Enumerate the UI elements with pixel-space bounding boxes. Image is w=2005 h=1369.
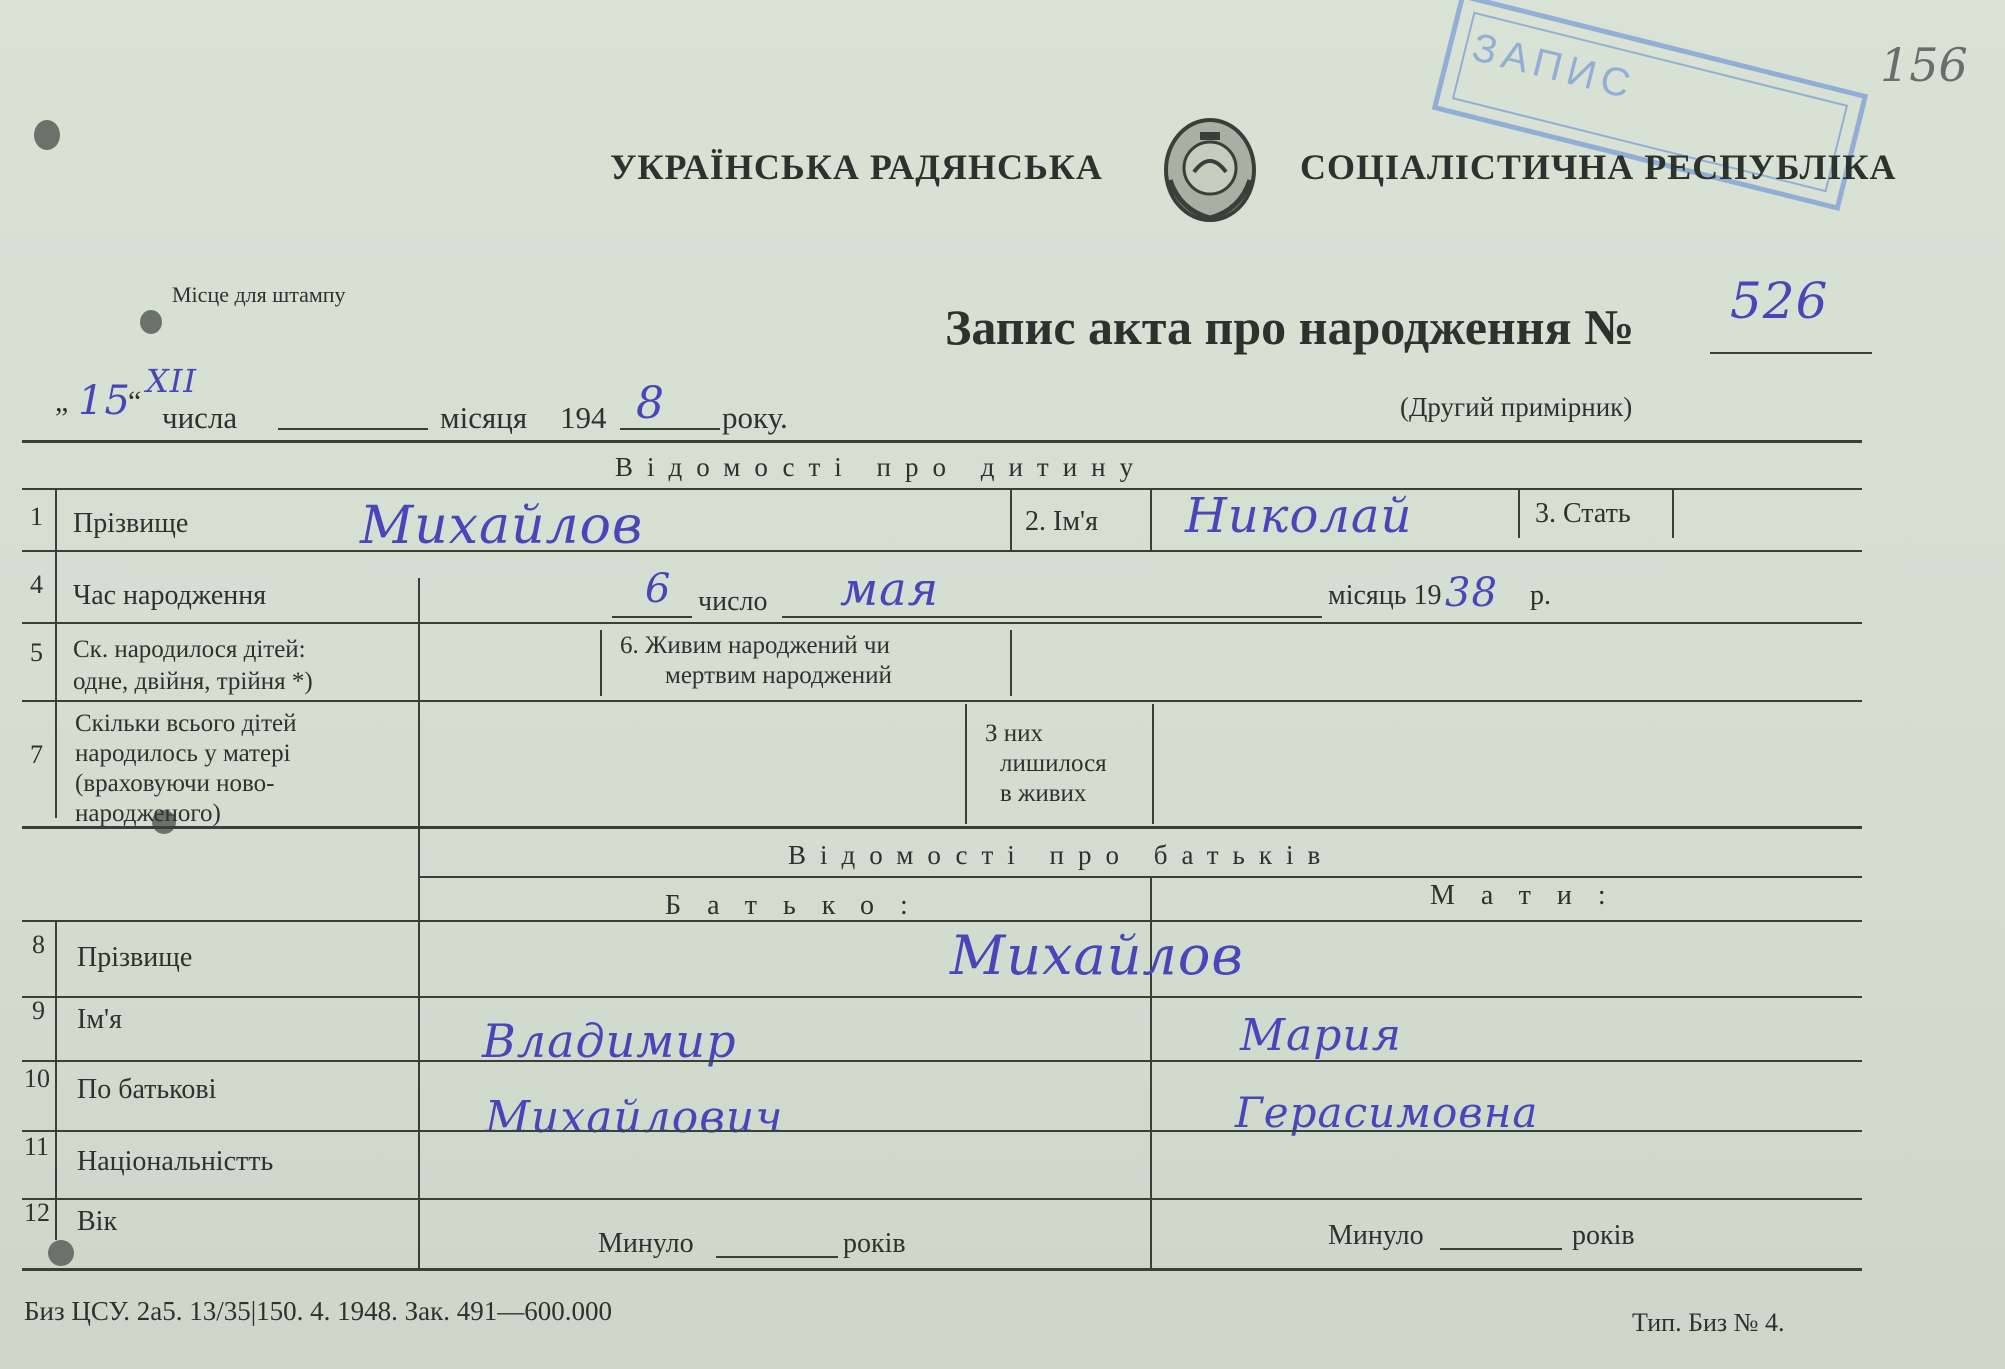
punch-hole	[48, 1240, 74, 1266]
row-number: 1	[30, 502, 43, 531]
parent-patronymic-label: По батькові	[77, 1074, 217, 1105]
date-quote-close: “	[128, 385, 142, 418]
birth-month-value: мая	[840, 562, 940, 616]
child-name-value: Николай	[1185, 488, 1413, 544]
births-count-label-1: Ск. народилося дітей:	[73, 636, 306, 663]
total-children-label-4: народженого)	[75, 800, 221, 827]
father-column-label: Батько:	[665, 890, 934, 921]
father-name-value: Владимир	[482, 1014, 737, 1068]
row-number: 9	[32, 996, 45, 1025]
birth-month-label: місяць 19	[1328, 580, 1442, 611]
document-title: Запис акта про народження №	[945, 299, 1635, 355]
parent-surname-value: Михайлов	[950, 924, 1244, 987]
day-label: числа	[162, 400, 238, 435]
birth-day-value: 6	[645, 566, 672, 612]
child-surname-label: Прізвище	[73, 508, 189, 539]
stamp-text: ЗАПИС	[1467, 25, 1641, 109]
total-children-label-1: Скільки всього дітей	[75, 710, 297, 737]
punch-hole	[34, 120, 60, 150]
father-patronymic-value: Михайлович	[485, 1092, 784, 1143]
row-number: 7	[30, 740, 43, 769]
year-label: року.	[722, 400, 788, 435]
live-birth-label-1: 6. Живим народжений чи	[620, 632, 890, 659]
parent-nationality-label: Національністть	[77, 1146, 274, 1177]
mother-column-label: Мати:	[1430, 880, 1632, 911]
date-day: 15	[78, 378, 131, 424]
birth-time-label: Час народження	[73, 580, 267, 611]
row-number: 12	[24, 1198, 50, 1227]
parent-surname-label: Прізвище	[77, 942, 193, 973]
births-count-label-2: одне, двійня, трійня *)	[73, 668, 313, 695]
father-age-suffix: років	[843, 1228, 906, 1259]
row-number: 4	[30, 570, 43, 599]
parent-age-label: Вік	[77, 1206, 118, 1237]
row-number: 11	[24, 1132, 50, 1161]
record-number: 526	[1730, 272, 1829, 330]
footer-print-house: Тип. Биз № 4.	[1632, 1308, 1785, 1337]
punch-hole	[140, 310, 162, 334]
child-sex-label: 3. Стать	[1535, 498, 1631, 529]
year-digit: 8	[636, 378, 665, 429]
mother-name-value: Мария	[1240, 1010, 1402, 1061]
child-surname-value: Михайлов	[360, 496, 644, 556]
copy-note: (Другий примірник)	[1400, 392, 1633, 422]
parent-name-label: Ім'я	[77, 1004, 122, 1035]
coat-of-arms-icon	[1150, 110, 1270, 230]
survived-label-2: лишилося	[1000, 750, 1107, 777]
section-child-title: Відомості про дитину	[615, 452, 1148, 482]
mother-age-prefix: Минуло	[1328, 1220, 1424, 1251]
father-age-prefix: Минуло	[598, 1228, 694, 1259]
section-parents-title: Відомості про батьків	[788, 840, 1335, 870]
birth-year-value: 38	[1445, 570, 1498, 616]
header-title-left: УКРАЇНСЬКА РАДЯНСЬКА	[610, 147, 1103, 187]
mother-age-suffix: років	[1572, 1220, 1635, 1251]
page-number: 156	[1880, 38, 1968, 92]
live-birth-label-2: мертвим народжений	[665, 662, 892, 689]
year-prefix: 194	[560, 400, 607, 435]
month-label: місяця	[440, 400, 528, 435]
child-name-label: 2. Ім'я	[1025, 506, 1098, 537]
date-quote-open: „	[55, 385, 69, 418]
header-title-right: СОЦІАЛІСТИЧНА РЕСПУБЛІКА	[1300, 147, 1897, 187]
survived-label-1: З них	[985, 720, 1044, 747]
birth-year-label: р.	[1530, 580, 1551, 611]
stamp-place-label: Місце для штампу	[172, 282, 346, 307]
mother-patronymic-value: Герасимовна	[1235, 1088, 1539, 1137]
total-children-label-3: (враховуючи ново-	[75, 770, 275, 797]
footer-print-info: Биз ЦСУ. 2а5. 13/35|150. 4. 1948. Зак. 491—600.000	[24, 1296, 613, 1326]
survived-label-3: в живих	[1000, 780, 1087, 807]
date-month: XII	[146, 362, 198, 400]
total-children-label-2: народилось у матері	[75, 740, 291, 767]
row-number: 10	[24, 1064, 50, 1093]
row-number: 5	[30, 638, 43, 667]
row-number: 8	[32, 930, 45, 959]
birth-day-label: число	[698, 586, 768, 617]
